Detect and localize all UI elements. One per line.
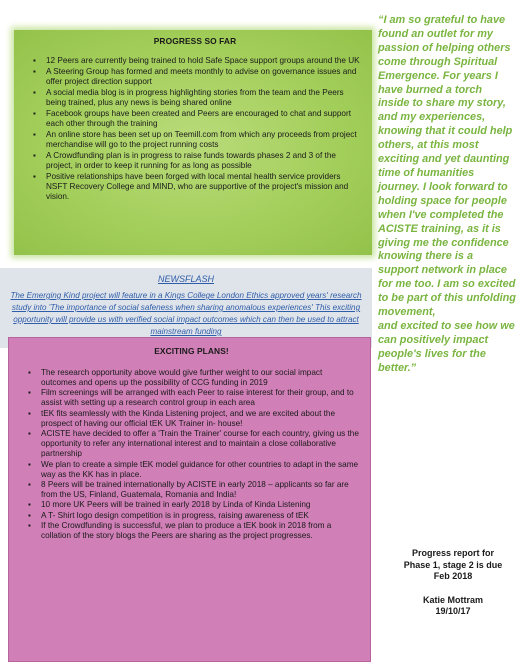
newsflash-title: NEWSFLASH [157,274,214,284]
newsflash-body: The Emerging Kind project will feature in a Kings College London Ethics approved years' research study into 'The importance of social safeness when sharing anomalous experiences' This exciting opportunity will provide us with verified social impact outcomes which can then be used to attract mainstream funding [10,291,362,336]
plans-item: ▪ We plan to create a simple tEK model guidance for other countries to adapt in the same way as the KK has in place. [41,460,360,480]
report-due-line: Progress report for Phase 1, stage 2 is due Feb 2018 [403,548,503,581]
progress-item: ▪ A social media blog is in progress highlighting stories from the team and the Peers being trained, plus any news is being shared online [46,88,362,109]
plans-list [23,368,360,541]
progress-item: ▪ 12 Peers are currently being trained to hold Safe Space support groups around the UK [46,56,362,66]
progress-so-far-box [14,30,372,255]
progress-list [28,56,362,203]
exciting-plans-box [8,337,371,662]
report-date: 19/10/17 [435,606,471,616]
plans-title: EXCITING PLANS! [154,346,229,356]
plans-item: ▪ The research opportunity above would give further weight to our social impact outcomes and opens up the possibility of CCG funding in 2019 [41,368,360,388]
report-footer [398,548,508,618]
plans-item: ▪ If the Crowdfunding is successful, we plan to produce a tEK book in 2018 from a collation of the story blogs the Peers are sharing as the project progresses. [41,521,360,541]
plans-item: ▪ A T- Shirt logo design competition is in progress, raising awareness of tEK [41,511,360,521]
plans-item: ▪ 10 more UK Peers will be trained in early 2018 by Linda of Kinda Listening [41,500,360,510]
progress-title: PROGRESS SO FAR [153,36,237,46]
testimonial-quote: “I am so grateful to have found an outlet for my passion of helping others come through Spiritual Emergence. For years I have burned a torch inside to share my story, and my experiences, knowing that it could help others, at this most exciting and yet daunting time of humanities journey. I look forward to holding space for people when I've completed the ACISTE training, as it is giving me the confidence knowing there is a support network in place for me too. I am so excited to be part of this unfolding movement, and excited to see how we can positively impact people's lives for the better.” [378,14,516,374]
plans-item: ▪ ACISTE have decided to offer a 'Train the Trainer' course for each country, giving us the opportunity to refer any international interest and to maintain a close collaborative partnership [41,429,360,459]
plans-item: ▪ Film screenings will be arranged with each Peer to raise interest for their group, and to assist with setting up a research control group in each area [41,388,360,408]
plans-item: ▪ tEK fits seamlessly with the Kinda Listening project, and we are excited about the prospect of having our official tEK UK Trainer in- house! [41,409,360,429]
progress-item: ▪ An online store has been set up on Teemill.com from which any proceeds from project merchandise will go to the project running costs [46,130,362,151]
progress-item: ▪ A Crowdfunding plan is in progress to raise funds towards phases 2 and 3 of the project, in order to keep it running for as long as possible [46,151,362,172]
progress-item: ▪ Facebook groups have been created and Peers are encouraged to chat and support each other through the training [46,109,362,130]
report-author: Katie Mottram [422,594,483,605]
progress-item: ▪ Positive relationships have been forged with local mental health service providers NSFT Recovery College and MIND, who are supportive of the project's mission and vision. [46,172,362,203]
progress-item: ▪ A Steering Group has formed and meets monthly to advise on governance issues and offer project direction support [46,67,362,88]
plans-item: ▪ 8 Peers will be trained internationally by ACISTE in early 2018 – applicants so far are from the US, Finland, Guatemala, Romania and India! [41,480,360,500]
newsflash-box [0,268,372,348]
